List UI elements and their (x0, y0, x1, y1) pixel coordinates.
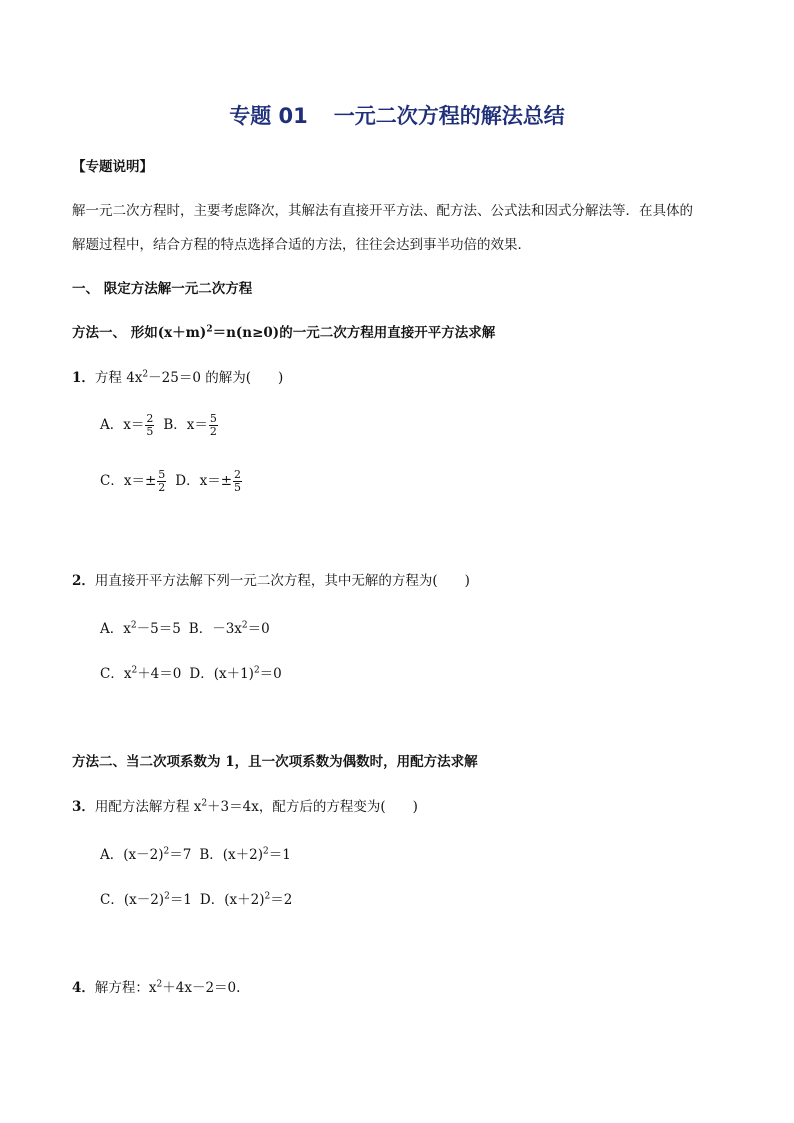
fraction: $\frac{5}{2}$ (158, 468, 166, 494)
title-prefix: 专题 01 (229, 104, 308, 128)
fraction: $\frac{2}{5}$ (146, 412, 154, 438)
question-number: 3． (72, 799, 95, 815)
intro-paragraph-line-1: 解一元二次方程时，主要考虑降次，其解法有直接开平方法、配方法、公式法和因式分解法等．在具体的 (72, 203, 693, 219)
question-2-options-ab (100, 617, 270, 637)
question-2: 2．用直接开平方法解下列一元二次方程，其中无解的方程为( ) (72, 573, 470, 589)
title-main: 一元二次方程的解法总结 (333, 104, 565, 128)
option-b: B．x＝ $\frac{5}{2}$ (163, 412, 217, 438)
question-2-options-cd (100, 662, 282, 682)
option-d: D．$(x+2)^2=2$ (199, 891, 293, 908)
option-c: C．$x^2+4=0$ (100, 665, 182, 682)
question-1-options-cd (100, 469, 243, 494)
option-a: A．$(x-2)^2=7$ (100, 846, 192, 863)
option-d: D．x＝± $\frac{2}{5}$ (175, 468, 242, 494)
question-3-options-ab (100, 843, 291, 863)
option-a: A．$x^2-5=5$ (100, 620, 181, 637)
option-b: B．$-3x^2=0$ (188, 620, 270, 637)
option-a: A．x＝ $\frac{2}{5}$ (100, 412, 154, 438)
option-c: C．$(x-2)^2=1$ (100, 891, 192, 908)
option-c: C．x＝± $\frac{5}{2}$ (100, 468, 166, 494)
section-heading-1: 一、 限定方法解一元二次方程 (72, 281, 253, 297)
question-number: 2． (72, 573, 95, 589)
question-number: 4． (72, 980, 95, 996)
question-3: 3．用配方法解方程 $x^2+3=4x$，配方后的方程变为( ) (72, 798, 418, 815)
fraction: $\frac{2}{5}$ (234, 468, 242, 494)
method-heading-1: 方法一、 形如$(x+m)^2=n(n\ge 0)$的一元二次方程用直接开平方法求解 (72, 324, 496, 341)
option-b: B．$(x+2)^2=1$ (199, 846, 291, 863)
question-4: 4．解方程：$x^2+4x-2=0$. (72, 979, 241, 996)
fraction: $\frac{5}{2}$ (209, 412, 217, 438)
question-1-options-ab (100, 413, 219, 438)
question-1: 1．方程 $4x^2-25=0$ 的解为( ) (72, 369, 284, 386)
page-title (0, 100, 794, 130)
intro-label: 【专题说明】 (72, 159, 153, 175)
method-heading-2: 方法二、当二次项系数为 1，且一次项系数为偶数时，用配方法求解 (72, 754, 478, 770)
question-number: 1． (72, 370, 95, 386)
option-d: D．$(x+1)^2=0$ (189, 665, 282, 682)
intro-paragraph-line-2: 解题过程中，结合方程的特点选择合适的方法，往往会达到事半功倍的效果． (72, 237, 531, 253)
question-3-options-cd (100, 888, 292, 908)
